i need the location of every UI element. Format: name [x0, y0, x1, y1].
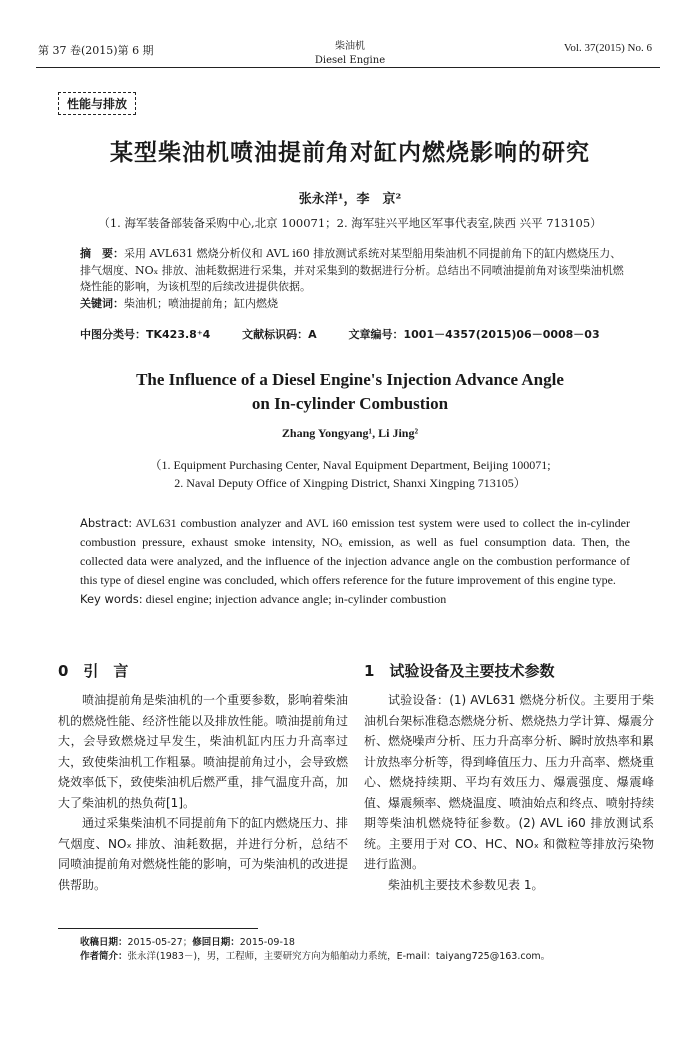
authors-en: Zhang Yongyang¹, Li Jing² — [281, 426, 419, 440]
keywords-cn-label: 关键词： — [80, 296, 124, 310]
journal-name-en: Diesel Engine — [314, 55, 386, 66]
abstract-cn-text: 采用 AVL631 燃烧分析仪和 AVL i60 排放测试系统对某型船用柴油机不同提前角下的缸内燃烧压力、排气烟度、NOₓ 排放、油耗数据进行采集，并对采集到的数据进行分析。总结出不同喷油提前角对该型柴油机燃烧性能的影响，为该机型的后续改进提供依据。 — [80, 247, 624, 293]
paragraph: 试验设备：(1) AVL631 燃烧分析仪。主要用于柴油机台架标准稳态燃烧分析、燃烧热力学计算、爆震分析、燃烧噪声分析、压力升高率分析、瞬时放热率和累计放热率分析等，得到峰值压力、压力升高率、燃烧重心、燃烧持续期、平均有效压力、爆震强度、爆震峰值、爆震频率、燃烧温度、喷油始点和终点、喷射持续期等柴油机燃烧特征参数。(2) AVL i60 排放测试系统。主要用于对 CO、HC、NOₓ 和微粒等排放污染物进行监测。 — [364, 693, 654, 871]
abstract-en-text: AVL631 combustion analyzer and AVL i60 emission test system were used to collect the in-cylinder combustion pressure, exhaust smoke intensity, NOₓ emission, as well as fuel consumption data. Then, the collected data were analyzed, and the influence of the injection advance angle on the combustion performance of this type of diesel engine was concluded, which offers reference for the future improvement of this engine type. — [80, 516, 631, 587]
document-code: 文献标识码：A — [242, 328, 317, 341]
affiliation-en: （1. Equipment Purchasing Center, Naval Equipment Department, Beijing 100071; 2. Naval Deputy Office of Xingping District, Shanxi Xingping 713105） — [149, 458, 551, 490]
footnote-rule — [58, 928, 258, 929]
abstract-en — [80, 514, 630, 609]
header-rule — [36, 67, 660, 68]
title-cn: 某型柴油机喷油提前角对缸内燃烧影响的研究 — [110, 140, 590, 166]
abstract-en-label: Abstract: — [80, 516, 133, 530]
running-header-left: 第 37 卷(2015)第 6 期 — [38, 44, 154, 57]
paragraph: 通过采集柴油机不同提前角下的缸内燃烧压力、排气烟度、NOₓ 排放、油耗数据，并进行分析，总结不同喷油提前角对燃烧性能的影响，可为柴油机的改进提供帮助。 — [58, 816, 348, 892]
authors-cn: 张永洋¹，李 京² — [298, 192, 402, 207]
abstract-cn-label: 摘 要： — [80, 247, 124, 260]
title-en: The Influence of a Diesel Engine's Injection Advance Angle on In-cylinder Combustion — [136, 370, 564, 413]
left-column — [58, 690, 348, 895]
affiliation-cn: （1. 海军装备部装备采购中心,北京 100071；2. 海军驻兴平地区军事代表室,陕西 兴平 713105） — [98, 216, 602, 230]
keywords-en-label: Key words: — [80, 592, 143, 606]
footnote: 收稿日期：2015-05-27；修回日期：2015-09-18 作者简介：张永洋(1983－)，男，工程师，主要研究方向为船舶动力系统，E-mail：taiyang725@163.com。 — [80, 937, 551, 962]
paragraph: 柴油机主要技术参数见表 1。 — [388, 877, 544, 892]
column-tag: 性能与排放 — [58, 92, 136, 115]
right-column — [364, 690, 654, 895]
running-header-right: Vol. 37(2015) No. 6 — [563, 42, 652, 54]
journal-name-cn: 柴油机 — [335, 41, 365, 52]
classification-row — [80, 326, 628, 342]
clc-code: 中图分类号：TK423.8⁺4 — [80, 328, 211, 341]
abstract-cn — [80, 246, 628, 312]
article-number: 文章编号：1001－4357(2015)06－0008－03 — [348, 328, 600, 341]
section-0-heading: 0 引 言 — [58, 662, 129, 680]
keywords-en-text: diesel engine; injection advance angle; in-cylinder combustion — [145, 592, 447, 606]
paragraph: 喷油提前角是柴油机的一个重要参数，影响着柴油机的燃烧性能、经济性能以及排放性能。喷油提前角过大，会导致燃烧过早发生，柴油机缸内压力升高率过大，致使柴油机工作粗暴。喷油提前角过小，会导致燃烧效率低下，致使柴油机后燃严重，排气温度升高，加大了柴油机的热负荷[1]。 — [58, 693, 348, 810]
keywords-cn-text: 柴油机；喷油提前角；缸内燃烧 — [124, 296, 278, 310]
section-1-heading: 1 试验设备及主要技术参数 — [364, 662, 555, 680]
